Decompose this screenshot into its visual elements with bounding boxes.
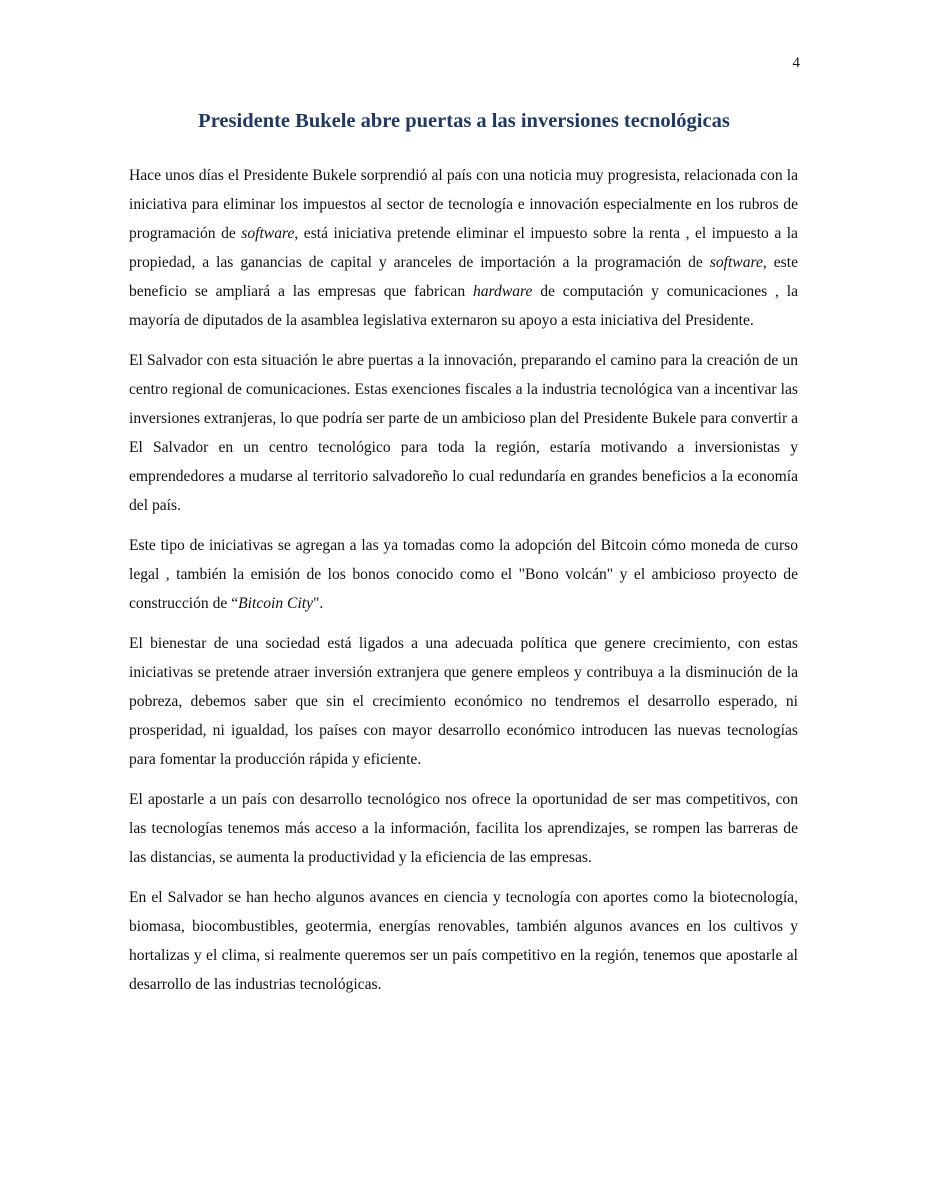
- paragraph-4: El bienestar de una sociedad está ligados a una adecuada política que genere crecimiento, con estas iniciativas se pretende atraer inversión extranjera que genere empleos y contribuya a la disminución de la pobreza, debemos saber que sin el crecimiento económico no tendremos el desarrollo esperado, ni prosperidad, ni igualdad, los países con mayor desarrollo económico introducen las nuevas tecnologías para fomentar la producción rápida y eficiente.: [129, 635, 798, 768]
- paragraph-1-text-b: , está iniciativa pretende eliminar el impuesto sobre la renta , el impuesto a la propiedad, a las ganancias de capital y aranceles de importación a la programación de: [129, 225, 798, 271]
- paragraph-3-bitcoin-city: Bitcoin City: [238, 595, 314, 612]
- paragraph-3: [129, 531, 798, 618]
- page-title: Presidente Bukele abre puertas a las inversiones tecnológicas: [198, 110, 730, 132]
- paragraph-1: [129, 161, 798, 335]
- paragraph-1-hardware: hardware: [472, 283, 533, 300]
- paragraph-1-software-2: software: [709, 254, 763, 271]
- paragraph-1-software: software: [241, 225, 295, 242]
- paragraph-2: El Salvador con esta situación le abre puertas a la innovación, preparando el camino para la creación de un centro regional de comunicaciones. Estas exenciones fiscales a la industria tecnológica van a incentivar las inversiones extranjeras, lo que podría ser parte de un ambicioso plan del Presidente Bukele para convertir a El Salvador en un centro tecnológico para toda la región, estaría motivando a inversionistas y emprendedores a mudarse al territorio salvadoreño lo cual redundaría en grandes beneficios a la economía del país.: [129, 352, 798, 514]
- paragraph-1-text-c: , este beneficio se ampliará a las empresas que fabrican: [129, 254, 798, 300]
- paragraph-1-text-d: de computación y comunicaciones , la mayoría de diputados de la asamblea legislativa externaron su apoyo a esta iniciativa del Presidente.: [129, 283, 798, 329]
- page-number: 4: [792, 55, 800, 71]
- article-body: [129, 161, 798, 1010]
- paragraph-1-text-a: Hace unos días el Presidente Bukele sorprendió al país con una noticia muy progresista, relacionada con la iniciativa para eliminar los impuestos al sector de tecnología e innovación especialmente en los rubros de programación de: [129, 167, 798, 242]
- paragraph-3-text-a: Este tipo de iniciativas se agregan a las ya tomadas como la adopción del Bitcoin cómo moneda de curso legal , también la emisión de los bonos conocido como el "Bono volcán" y el ambicioso proyecto de construcción de “: [129, 537, 798, 612]
- paragraph-5: El apostarle a un país con desarrollo tecnológico nos ofrece la oportunidad de ser mas competitivos, con las tecnologías tenemos más acceso a la información, facilita los aprendizajes, se rompen las barreras de las distancias, se aumenta la productividad y la eficiencia de las empresas.: [129, 791, 798, 866]
- paragraph-6: En el Salvador se han hecho algunos avances en ciencia y tecnología con aportes como la biotecnología, biomasa, biocombustibles, geotermia, energías renovables, también algunos avances en los cultivos y hortalizas y el clima, si realmente queremos ser un país competitivo en la región, tenemos que apostarle al desarrollo de las industrias tecnológicas.: [129, 889, 798, 993]
- paragraph-3-text-b: ".: [313, 595, 324, 612]
